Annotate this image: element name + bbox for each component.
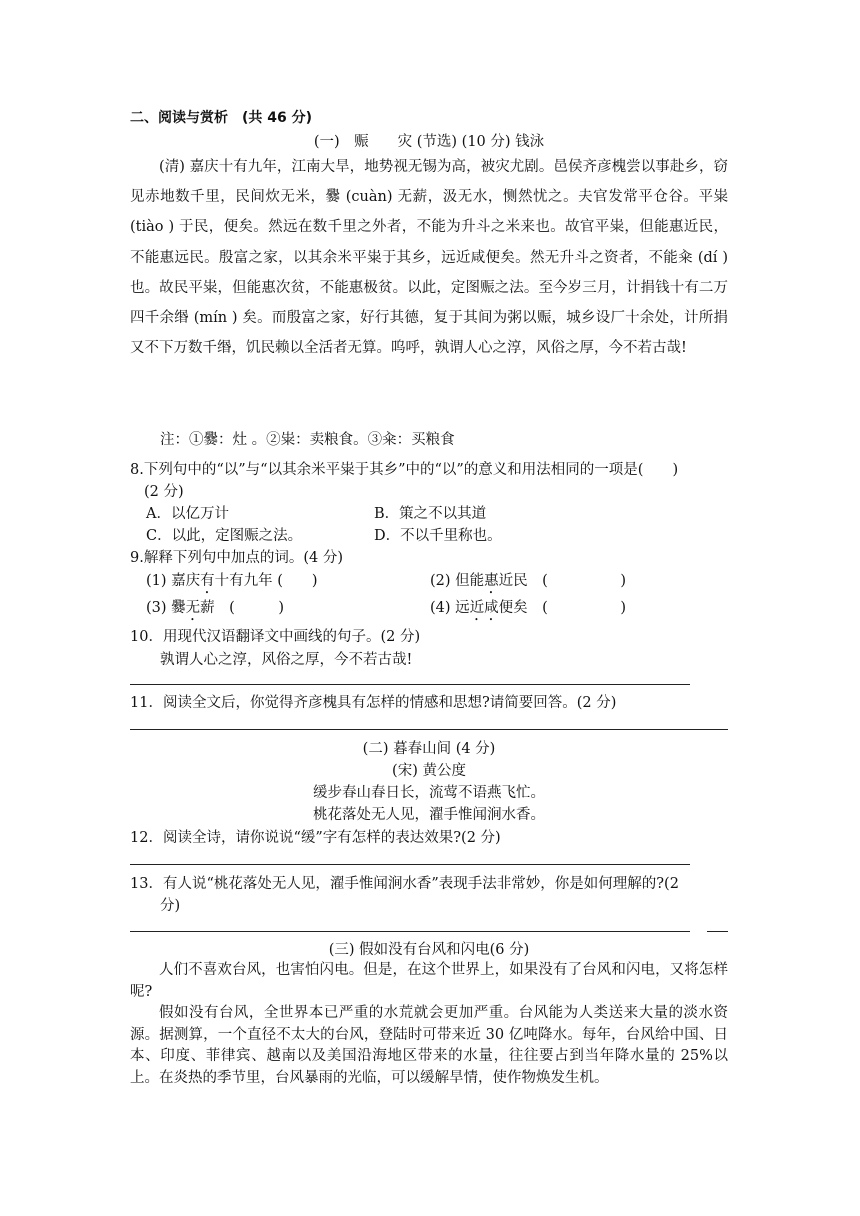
essay-paragraph-2: 假如没有台风，全世界本已严重的水荒就会更加严重。台风能为人类送来大量的淡水资源。据测算，一个直径不太大的台风，登陆时可带来近 30 亿吨降水。每年，台风给中国、日本、印度、菲律宾、越南以及美国沿海地区带来的水量，往往要占到当年降水量的 25%以上。在炎热的季节里，台风暴雨的光临，可以缓解旱情，使作物焕发生机。 xyxy=(130,1005,728,1086)
answer-line-q13 xyxy=(130,931,690,932)
classical-passage: (清) 嘉庆十有九年，江南大旱，地势视无锡为高，被灾尤剧。邑侯齐彦槐尝以事赴乡，窃见赤地数千里，民间炊无米，爨 (cuàn) 无薪，汲无水，恻然忧之。夫官发常平仓谷。平粜 (tiào ) 于民，便矣。然远在数千里之外者，不能为升斗之米来也。故官平粜，但能惠近民，不能惠远民。殷富之家，以其余米平粜于其乡，远近咸便矣。然无升斗之资者，不能籴 (dí ) 也。故民平粜，但能惠次贫，不能惠极贫。以此，定图赈之法。至今岁三月，计捐钱十有二万四千余缗 (mín ) 矣。而殷富之家，好行其德，复于其间为粥以赈，城乡设厂十余处，计所捐又不下万数千缗，饥民赖以全活者无算。呜呼，孰谓人心之淳，风俗之厚，今不若古哉! xyxy=(130,159,728,357)
question-8-option-c: C．以此，定图赈之法。 xyxy=(146,528,303,544)
question-10-sentence: 孰谓人心之淳，风俗之厚，今不若古哉! xyxy=(160,652,413,668)
question-10-stem: 10．用现代汉语翻译文中画线的句子。(2 分) xyxy=(130,629,421,645)
passage-note: 注：①爨：灶 。②粜：卖粮食。③籴：买粮食 xyxy=(160,432,455,448)
answer-line-q12 xyxy=(130,864,690,865)
question-8-option-a: A．以亿万计 xyxy=(146,506,229,522)
poem-line-1: 缓步春山春日长，流莺不语燕飞忙。 xyxy=(313,785,545,801)
question-13-stem-cont: 分) xyxy=(160,898,181,914)
poem-line-2: 桃花落处无人见，濯手惟闻涧水香。 xyxy=(313,807,545,823)
answer-line-q13-tail xyxy=(707,931,728,932)
question-9-item-1: (1) 嘉庆有十有九年 ( ) xyxy=(146,573,318,589)
question-13-stem: 13．有人说“桃花落处无人见，濯手惟闻涧水香”表现手法非常妙，你是如何理解的?(2 xyxy=(130,876,679,892)
essay-paragraph-1: 人们不喜欢台风，也害怕闪电。但是，在这个世界上，如果没有了台风和闪电，又将怎样呢? xyxy=(130,962,728,1000)
question-8-option-d: D．不以千里称也。 xyxy=(374,528,502,544)
answer-line-q10 xyxy=(130,684,690,685)
passage-heading: (一) 赈 灾 (节选) (10 分) 钱泳 xyxy=(313,134,545,150)
question-8-option-b: B．策之不以其道 xyxy=(374,506,487,522)
question-9-item-3: (3) 爨无薪 ( ) xyxy=(146,600,284,616)
question-9-stem: 9.解释下列句中加点的词。(4 分) xyxy=(130,550,343,566)
question-11-stem: 11．阅读全文后，你觉得齐彦槐具有怎样的情感和思想?请简要回答。(2 分) xyxy=(130,695,617,711)
question-12-stem: 12．阅读全诗，请你说说“缓”字有怎样的表达效果?(2 分) xyxy=(130,830,501,846)
question-8-score: (2 分) xyxy=(144,484,184,500)
question-9-item-4: (4) 远近咸便矣 ( ) xyxy=(430,600,626,616)
section-title: 二、阅读与赏析 (共 46 分) xyxy=(130,110,313,126)
poem-heading: (二) 暮春山间 (4 分) xyxy=(362,741,496,757)
question-9-item-2: (2) 但能惠近民 ( ) xyxy=(430,573,626,589)
question-8-stem: 8.下列句中的“以”与“以其余米平粜于其乡”中的“以”的意义和用法相同的一项是( ) xyxy=(130,462,679,478)
answer-line-q11 xyxy=(130,729,728,730)
poem-author: (宋) 黄公度 xyxy=(392,763,466,779)
essay-heading: (三) 假如没有台风和闪电(6 分) xyxy=(328,942,530,958)
